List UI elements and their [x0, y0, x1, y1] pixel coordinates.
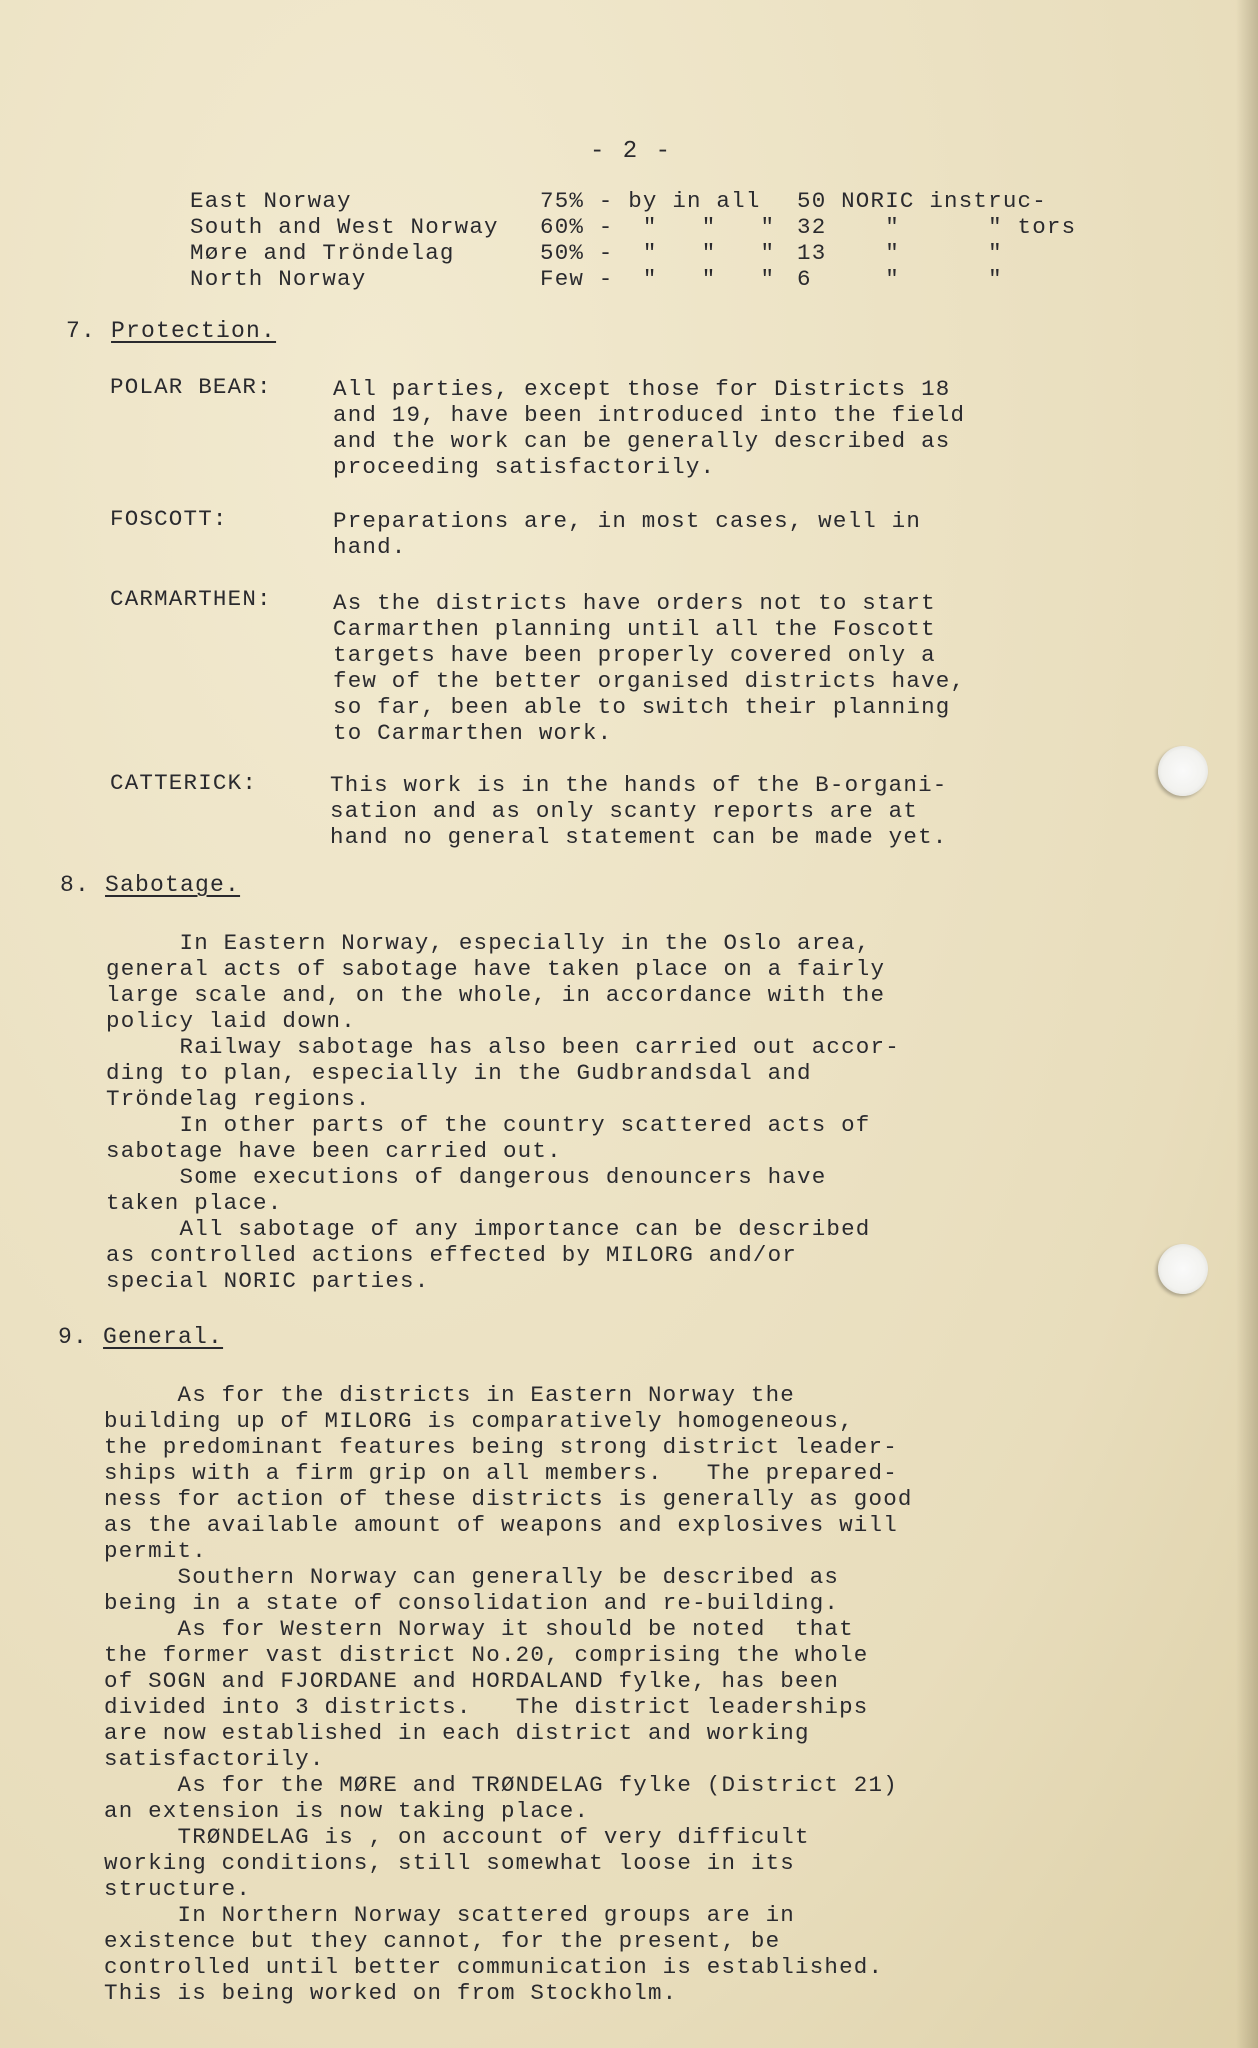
instructor-count: 13 " " [797, 240, 1003, 266]
instructor-count: 32 " " tors [797, 214, 1077, 240]
section-number: 9. [58, 1324, 89, 1350]
page-edge-shadow [1236, 0, 1258, 2048]
item-label-carmarthen: CARMARTHEN: [110, 586, 272, 612]
section-title: Protection. [111, 318, 277, 344]
percentage: 75% - by in all [540, 188, 761, 214]
region-label: East Norway [190, 188, 352, 214]
percentage: 50% - " " " [540, 240, 776, 266]
page-number: - 2 - [590, 138, 673, 165]
section-9-heading [58, 1324, 223, 1350]
item-text-polar-bear: All parties, except those for Districts 18 and 19, have been introduced into the field and the work can be generally described as proceeding satisfactorily. [333, 376, 966, 480]
region-label: South and West Norway [190, 214, 499, 240]
section-title: Sabotage. [105, 872, 241, 898]
instructor-count: 50 NORIC instruc- [797, 188, 1047, 214]
section-number: 8. [60, 872, 91, 898]
item-text-carmarthen: As the districts have orders not to start Carmarthen planning until all the Foscott targets have been properly covered only a few of the better organised districts have, so far, been able to switch their planning to Carmarthen work. [333, 590, 966, 746]
section-7-heading [66, 318, 276, 344]
item-label-catterick: CATTERICK: [110, 770, 258, 796]
sabotage-body: In Eastern Norway, especially in the Oslo area, general acts of sabotage have taken place on a fairly large scale and, on the whole, in accordance with the policy laid down. Railway sabotage has also been carried out accor- ding to plan, especially in the Gudbrandsdal and Tröndelag regions. In other parts of the country scattered acts of sabotage have been carried out. Some executions of dangerous denouncers have taken place. All sabotage of any importance can be described as controlled actions effected by MILORG and/or special NORIC parties. [106, 930, 900, 1294]
punch-hole [1158, 1244, 1208, 1294]
percentage: Few - " " " [540, 266, 776, 292]
region-label: Møre and Tröndelag [190, 240, 455, 266]
region-label: North Norway [190, 266, 367, 292]
section-title: General. [103, 1324, 224, 1350]
punch-hole [1158, 746, 1208, 796]
item-label-polar-bear: POLAR BEAR: [110, 374, 272, 400]
general-body: As for the districts in Eastern Norway the building up of MILORG is comparatively homogeneous, the predominant features being strong district leader- ships with a firm grip on all members. The prepared- ness for action of these districts is generally as good as the available amount of weapons and explosives will permit. Southern Norway can generally be described as being in a state of consolidation and re-building. As for Western Norway it should be noted that the former vast district No.20, comprising the whole of SOGN and FJORDANE and HORDALAND fylke, has been divided into 3 districts. The district leaderships are now established in each district and working satisfactorily. As for the MØRE and TRØNDELAG fylke (District 21) an extension is now taking place. TRØNDELAG is , on account of very difficult working conditions, still somewhat loose in its structure. In Northern Norway scattered groups are in existence but they cannot, for the present, be controlled until better communication is established. This is being worked on from Stockholm. [104, 1382, 913, 2006]
section-8-heading [60, 872, 240, 898]
item-text-catterick: This work is in the hands of the B-organi- sation and as only scanty reports are at hand no general statement can be made yet. [330, 772, 948, 850]
item-text-foscott: Preparations are, in most cases, well in hand. [333, 508, 922, 560]
instructor-count: 6 " " [797, 266, 1003, 292]
percentage: 60% - " " " [540, 214, 776, 240]
item-label-foscott: FOSCOTT: [110, 506, 228, 532]
section-number: 7. [66, 318, 97, 344]
